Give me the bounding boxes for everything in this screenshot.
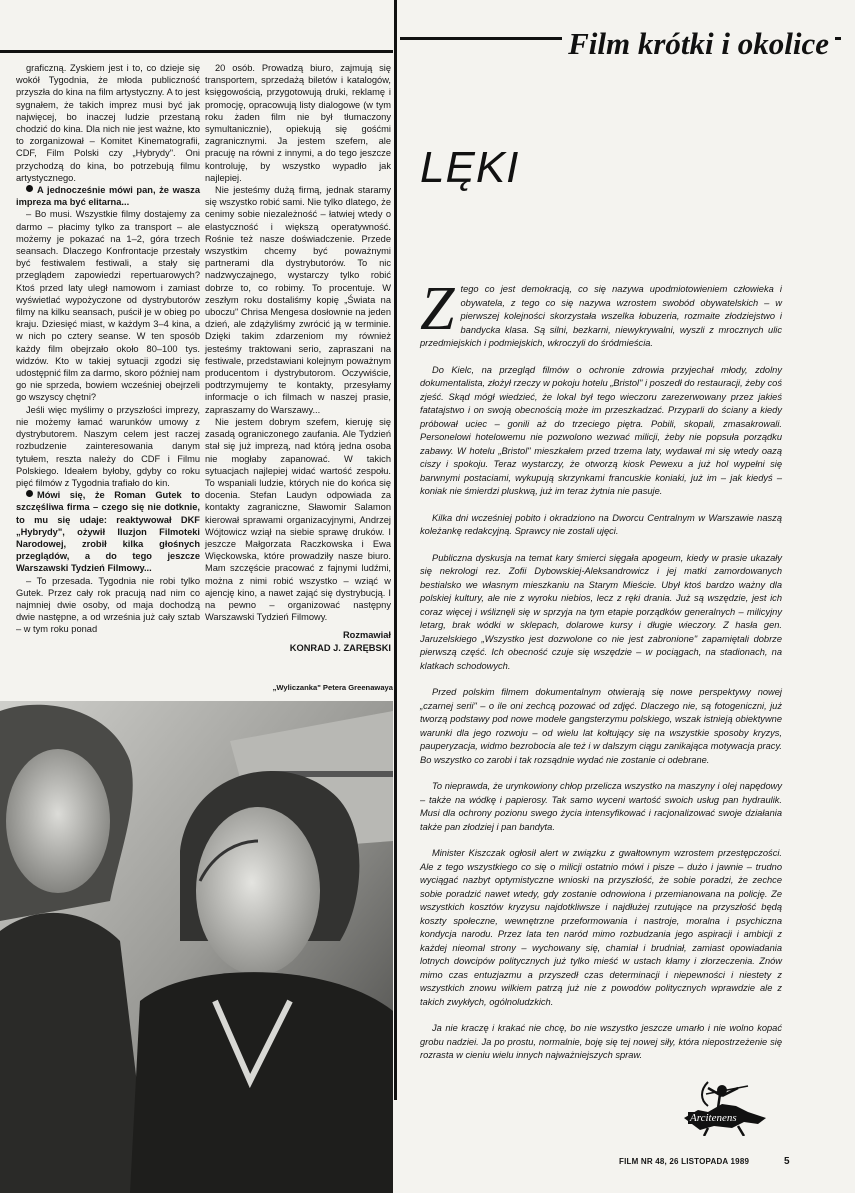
article-paragraph <box>420 686 782 767</box>
interview-column-2 <box>205 62 391 654</box>
drop-cap: Z <box>420 275 455 343</box>
interview-paragraph <box>16 208 200 403</box>
section-title: Film krótki i okolice <box>562 27 835 61</box>
paragraph-text: Przed polskim filmem dokumentalnym otwierają się nowe perspektywy nowej „czarnej serii" – o ile oni zechcą pozować od zdjęć. Dlaczego nie, są fotogeniczni, już tworzą podstawy pod nowe modele gangsterzymu polskiego, wszak istnieją obiektywne warunki dla jego rozwoju – od wielu lat kołtujący się na wszystkie sposoby kryzys, pauperyzacja, widmo bezrobocia ale też i w dalszym ciągu zanikająca motywacja pracy. Bo wszystko co zarobi i tak rozsądnie wydać nie zostanie ci odebrane. <box>420 687 782 765</box>
paragraph-text: Minister Kiszczak ogłosił alert w związku z gwałtownym wzrostem przestępczości. Ale z tego wszystkiego co się o milicji ostatnio mówi i pisze – dużo i jawnie – trudno wyciągać nazbyt optymistyczne wnioski na przyszłość, że sobie poradzi, że zechce sobie poradzić nawet wtedy, gdy zostanie odnowiona i przemianowana na policję. Ze wszystkich kosztów kryzysu najdotkliwsze i najdłużej rzutujące na przyszłość będą koszty społeczne, wewnętrzne przeformowania i nastroje, moralna i psychiczna kondycja narodu. Przez lata ten naród mimo rozbudzania jego aspiracji i ambicji z każdej nieomal strony – wychowany się, chamiał i brudniał, zamiast opowiadania lotnych dowcipów politycznych już tylko mieść w ustach kłamy i złorzeczenia. Znów mimo czas entuzjazmu a przyszedł czas determinacji i niepewności i niestety z wszystkich znowu wilkiem patrzą już nie z powodów politycznych wprawdzie ale z takich zwykłych, ogólnoludzkich. <box>420 848 782 1007</box>
interview-paragraph <box>205 62 391 184</box>
article-paragraph <box>420 847 782 1009</box>
interview-paragraph <box>16 404 200 489</box>
paragraph-text: To nieprawda, że urynkowiony chłop przelicza wszystko na maszyny i olej napędowy – także na wódkę i papierosy. Tak samo wyceni wartość swoich usług pan hydraulik. Musi dla ochrony pozionu swego życia intensyfikować i racjonalizować swoje działania także pan złodziej i pan bandyta. <box>420 781 782 832</box>
bullet-icon <box>26 185 33 192</box>
photo-caption: „Wyliczanka" Petera Greenawaya <box>272 683 393 692</box>
paragraph-text: Mówi się, że Roman Gutek to szczęśliwa firma – czego się nie dotknie, to mu się udaje: reaktywował DKF „Hybrydy", ożywił Iluzjon Filmoteki Narodowej, zrobił kilka głośnych przeglądów, a do tego jeszcze Warszawski Tydzień Filmowy... <box>16 490 200 574</box>
interview-paragraph <box>16 575 200 636</box>
paragraph-text: 20 osób. Prowadzą biuro, zajmują się transportem, sprzedażą biletów i katalogów, księgowością, przygotowują druki, reklamę i promocję, opracowują listy dialogowe (w tym roku żaden film nie był tłumaczony symultanicznie), opiekują się gośćmi zagranicznymi. Ja jestem szefem, ale pracuję na równi z innymi, a do tego jeszcze kontroluję, by wszystko wypadło jak najlepiej. <box>205 63 391 183</box>
paragraph-text: tego co jest demokracją, co się nazywa upodmiotowieniem człowieka i obywatela, z tego co się nazywa wzrostem swobód obywatelskich – w pierwszej kolejności skorzystała wszelka łobuzeria, rozmaite złodziejstwo i bandycka klasa. Są silni, bezkarni, niewykrywalni, wyszli z mrocznych ulic przedmiejskich i podmiejskich, wkroczyli do śródmieścia. <box>420 284 782 348</box>
paragraph-text: Publiczna dyskusja na temat kary śmierci sięgała apogeum, kiedy w prasie ukazały się nekrologi rez. Zofii Dybowskiej-Aleksandrowicz i jej matki zamordowanych bestialsko we własnym mieszkaniu na Starym Mieście. Ubył ktoś bardzo ważny dla polskiej kultury, ale nie z wyroku niebios, lecz z ręki drania. Już są wszędzie, jest ich coraz więcej i wśliznęli się w sprzyja na tym etapie porządków generalnych – milicyjny letarg, brak wódki w sklepach, dolarowe kursy i długie wieczory. Z hasła gen. Jaruzelskiego „Wszystko jest dozwolone co nie jest zabronione" zapamiętali dobrze pierwszą część. Ich obecność czuje się wszędzie – w pociągach, na stadionach, na klatkach schodowych. <box>420 552 782 671</box>
issue-footer: FILM NR 48, 26 LISTOPADA 1989 <box>619 1157 750 1166</box>
interview-paragraph <box>205 416 391 623</box>
interview-paragraph <box>16 62 200 184</box>
paragraph-text: Do Kielc, na przegląd filmów o ochronie zdrowia przyjechał młody, zdolny dokumentalista, złożył rzeczy w pokoju hotelu „Bristol" i poszedł do restauracji, żeby coś zjeść. Skąd mógł wiedzieć, że lokal był tego wieczoru zarezerwowany przez jakieś fatatajstwo i on swoją obecnością może im przeszkadzać. Przyparli do ściany a kiedy próbował uciec – gonili aż do trzeciego piętra. Pobili, skopali, zmasakrowali. Personelowi hotelowemu nie pozwolono wezwać milicji, żeby nie popsuła porządku zabawy. W hotelu „Bristol" mieszkałem przed trzema laty, wydawał mi się wtedy oazą ciszy i spokoju. Teraz wystarczy, że otworzą kiosk Pewexu a już hol wypełni się barwnymi postaciami, wykupują skrzynkami francuskie koniaki, już im – jak kiedyś – koniak nie śmierdzi pluskwą, już im teraz żytnia nie pasuje. <box>420 364 782 496</box>
article-paragraph <box>420 552 782 674</box>
paragraph-text: Nie jesteśmy dużą firmą, jednak staramy się wszystko robić sami. Nie tylko dlatego, że cenimy sobie niezależność – łatwiej wtedy o elastyczność i większą operatywność. Rośnie też nasze doświadczenie. Przede wszystkim chcemy być poważnymi partnerami dla dystrybutorów. To nic nadzwyczajnego, wystarczy tylko robić dobrze to, co robimy. To procentuje. W zeszłym roku dostaliśmy kopię „Świata na uboczu" Chrisa Mengesa dosłownie na jeden dzień, ale zdążyliśmy zwrócić ją w terminie. Dzięki takim zdarzeniom my również jesteśmy traktowani serio, zapraszani na festiwale, przedstawiani kolejnym poważnym producentom i dystrybutorom. Oczywiście, podtrzymujemy te kontakty, przesyłamy informacje o ich filmach w naszej prasie, zapraszamy do Warszawy... <box>205 185 392 415</box>
paragraph-text: Jeśli więc myślimy o przyszłości imprezy, nie możemy łamać warunków umowy z dystrybutorem. Naszym celem jest raczej rozbudzenie zainteresowania danym tytułem, reszta należy do CDF i Filmu Polskiego. Ideałem byłoby, gdyby co roku pięć filmów z Tygodnia trafiało do kin. <box>16 404 200 488</box>
byline <box>205 629 391 653</box>
page-number: 5 <box>784 1156 790 1167</box>
paragraph-text: – To przesada. Tygodnia nie robi tylko Gutek. Przez cały rok pracują nad nim co najmniej dwie osoby, od maja dochodzą dwie następne, a od września już cały sztab – w tym roku ponad <box>16 575 200 635</box>
logo-signature: Arcitenens <box>690 1112 737 1124</box>
article-title: LĘKI <box>420 143 520 192</box>
interview-column-1 <box>16 62 200 636</box>
paragraph-text: Kilka dni wcześniej pobito i okradziono na Dworcu Centralnym w Warszawie naszą koleżankę redakcyjną. Sprawcy nie zostali ujęci. <box>420 512 782 536</box>
column-divider <box>394 0 397 1100</box>
paragraph-text: – Bo musi. Wszystkie filmy dostajemy za darmo – płacimy tylko za transport – ale możemy je pokazać na 1–2, góra trzech seansach. Dlaczego Konfrontacje przestały być festiwalem festiwali, a stały się przeglądem zapowiedzi repertuarowych? Ktoś przed laty uległ namowom i zamiast wyświetlać wypożyczone od dystrybutorów filmy na kilku seansach, puścił je w obieg po kraju. Dziesięć miast, w każdym 3–4 kina, a w nich po cztery seanse. W ten sposób każdy film obejrzało około 80–100 tys. widzów. Kto w takiej sytuacji zgodzi się udostępnić film za darmo, skoro później nam go nie sprzeda, bowiem wcześniej obejrzeli go wszyscy chętni? <box>16 209 200 403</box>
article-paragraph <box>420 1022 782 1063</box>
interview-question <box>16 184 200 208</box>
article-paragraph <box>420 780 782 834</box>
paragraph-text: A jednocześnie mówi pan, że wasza impreza ma być elitarna... <box>16 185 200 208</box>
interview-paragraph <box>205 184 391 416</box>
section-header <box>400 18 841 64</box>
bullet-icon <box>26 490 33 497</box>
article-paragraph <box>420 512 782 539</box>
byline-name: KONRAD J. ZARĘBSKI <box>289 642 391 653</box>
paragraph-text: Nie jestem dobrym szefem, kieruję się zasadą ograniczonego zaufania. Ale Tydzień stał się już imprezą, nad którą jedna osoba nie mogłaby zapanować. W takich sytuacjach najlepiej widać wartość zespołu. To wspaniali ludzie, których nie do końca się docenia. Stefan Laudyn odpowiada za kontakty zagraniczne, Sławomir Salamon kierował sprawami organizacyjnymi, Andrzej Wójtowicz wziął na siebie sprawę druków. I jeszcze Małgorzata Raczkowska i Ewa Więckowska, które prowadziły nasze biuro. Mam szczęście pracować z fajnymi ludźmi, można z nimi robić wszystko – wziąć w ajencję kino, a nawet zająć się dystrybucją. I na pewno – organizować następny Warszawski Tydzień Filmowy. <box>205 416 391 623</box>
article-paragraph <box>420 364 782 499</box>
top-rule <box>0 50 393 53</box>
paragraph-text: graficzną. Zyskiem jest i to, co dzieje się wokół Tygodnia, że młoda publiczność przyszła do kina na film artystyczny. A to jest sygnałem, że takich imprez musi być jak najwięcej, bo inaczej ludzie przestaną chodzić do kina. Dla nich nie jest ważne, kto to zorganizował – Komitet Kinematografii, CDF, Film Polski czy „Hybrydy". Oni przychodzą do kina, bo potrzebują filmu artystycznego. <box>16 63 200 183</box>
article-body <box>420 275 782 1076</box>
film-still-photo <box>0 701 393 1193</box>
interview-question <box>16 489 200 574</box>
byline-label: Rozmawiał <box>342 630 391 641</box>
paragraph-text: Ja nie kraczę i krakać nie chcę, bo nie wszystko jeszcze umarło i nie wolno kopać grobu nadziei. Ja po prostu, normalnie, boję się tej nowej siły, która niepostrzeżenie się rozrasta w cieniu wielu innych najważniejszych spraw. <box>420 1023 782 1060</box>
article-paragraph <box>420 275 782 351</box>
archer-logo-icon <box>678 1078 772 1136</box>
